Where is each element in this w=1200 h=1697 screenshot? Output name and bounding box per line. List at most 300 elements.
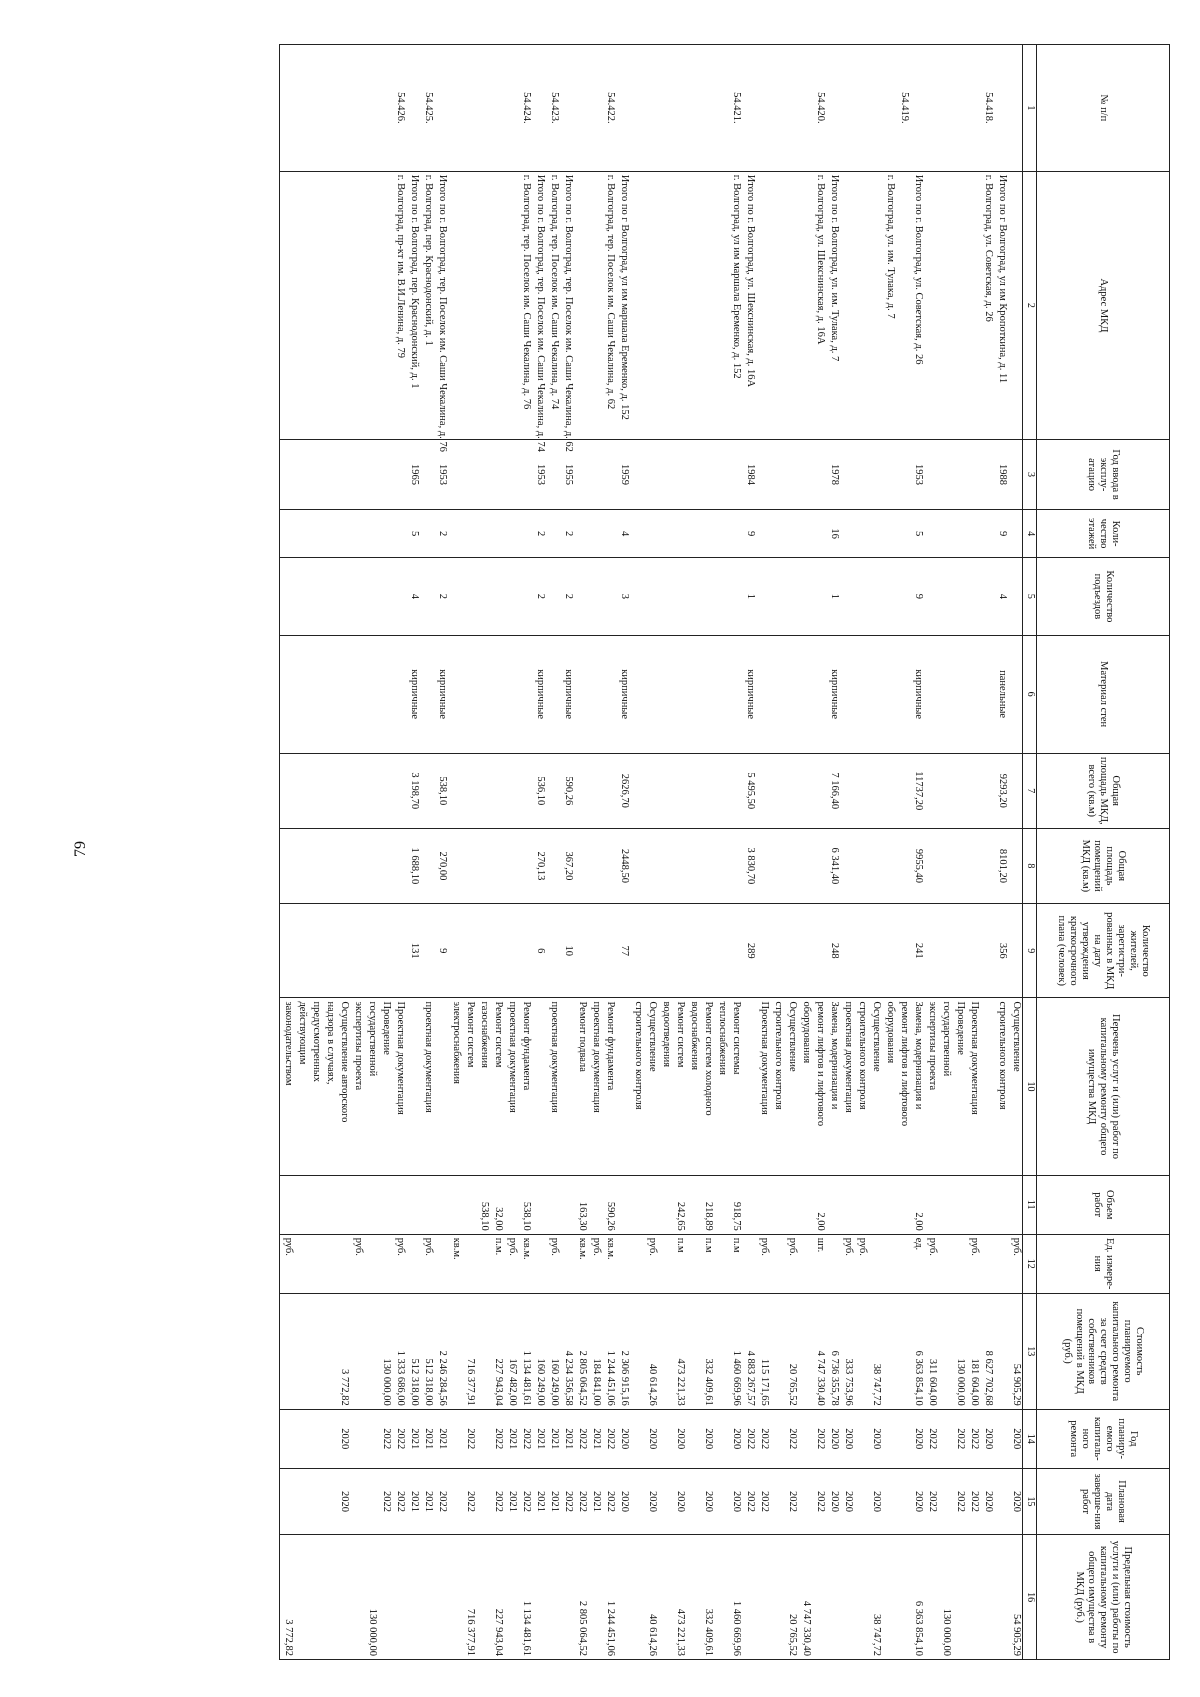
table-cell: 2022	[756, 1409, 770, 1468]
table-cell	[798, 1409, 812, 1468]
table-cell	[378, 558, 392, 635]
table-cell	[546, 1535, 560, 1660]
table-cell	[854, 828, 868, 903]
table-cell	[770, 1468, 784, 1535]
table-cell: 2022	[952, 1409, 966, 1468]
table-cell: 2022	[784, 1409, 798, 1468]
table-cell	[336, 1175, 350, 1234]
table-cell: 2021	[420, 1409, 434, 1468]
table-cell	[994, 1293, 1008, 1409]
table-cell	[294, 753, 308, 828]
table-cell: 1984	[742, 440, 756, 510]
table-cell	[924, 558, 938, 635]
table-cell	[630, 45, 644, 172]
table-cell	[658, 753, 672, 828]
table-cell: 2021	[406, 1468, 420, 1535]
table-cell	[462, 1234, 476, 1293]
table-cell	[448, 1293, 462, 1409]
table-cell: п.м.	[490, 1234, 504, 1293]
table-cell	[490, 440, 504, 510]
table-cell: 590,26	[602, 1175, 616, 1234]
table-cell	[630, 440, 644, 510]
table-cell: 6 341,40	[826, 828, 840, 903]
table-cell: 2020	[644, 1409, 658, 1468]
table-cell: Ремонт фундамента	[602, 998, 616, 1175]
table-cell	[336, 635, 350, 753]
table-cell	[322, 1468, 336, 1535]
table-cell	[490, 45, 504, 172]
table-cell: 20 765,52	[784, 1293, 798, 1409]
table-cell	[798, 635, 812, 753]
table-cell: Итого по г. Волгоград, тер. Поселок им. Саши Чекалина, д. 74	[532, 171, 546, 439]
table-cell: 9	[910, 558, 924, 635]
table-cell	[882, 558, 896, 635]
table-cell	[644, 440, 658, 510]
table-cell	[882, 903, 896, 997]
table-cell	[714, 440, 728, 510]
table-cell	[924, 1535, 938, 1660]
table-cell: 2022	[784, 1468, 798, 1535]
table-cell	[532, 45, 546, 172]
table-cell: 2626,70	[616, 753, 630, 828]
table-cell	[462, 903, 476, 997]
table-row	[812, 45, 826, 1660]
table-cell: 1 244 451,06	[602, 1293, 616, 1409]
table-cell	[476, 509, 490, 557]
table-cell: г. Волгоград, пер. Краснодонский, д. 1	[420, 171, 434, 439]
table-cell	[714, 903, 728, 997]
table-cell	[308, 1234, 322, 1293]
table-cell: 2022	[924, 1409, 938, 1468]
table-cell: 2020	[910, 1409, 924, 1468]
table-cell	[448, 1535, 462, 1660]
table-cell: 2020	[868, 1409, 882, 1468]
table-cell: Осуществление	[784, 998, 798, 1175]
table-cell: 2022	[434, 1468, 448, 1535]
column-number: 1	[1023, 45, 1037, 172]
table-cell	[980, 903, 994, 997]
table-cell	[840, 1535, 854, 1660]
table-cell: теплоснабжения	[714, 998, 728, 1175]
table-cell	[574, 558, 588, 635]
table-cell	[616, 1535, 630, 1660]
table-cell: 32,00	[490, 1175, 504, 1234]
table-cell	[658, 440, 672, 510]
table-cell	[336, 753, 350, 828]
table-cell: руб.	[420, 1234, 434, 1293]
table-cell	[896, 171, 910, 439]
table-cell: г. Волгоград, тер. Поселок им. Саши Чекалина, д. 74	[546, 171, 560, 439]
table-cell	[588, 753, 602, 828]
table-cell	[588, 828, 602, 903]
table-cell	[588, 440, 602, 510]
table-cell: 2022	[812, 1409, 826, 1468]
table-cell	[686, 558, 700, 635]
table-cell	[896, 753, 910, 828]
table-cell	[588, 903, 602, 997]
table-cell: 9955,40	[910, 828, 924, 903]
table-cell: Итого по г. Волгоград, тер. Поселок им. Саши Чекалина, д. 76	[434, 171, 448, 439]
table-cell: 4	[994, 558, 1008, 635]
table-cell: 2	[560, 558, 574, 635]
table-cell: 512 318,00	[406, 1293, 420, 1409]
table-cell	[714, 45, 728, 172]
column-number: 7	[1023, 753, 1037, 828]
table-cell	[658, 1175, 672, 1234]
table-cell: 2021	[546, 1468, 560, 1535]
table-cell	[448, 903, 462, 997]
table-cell: 2020	[616, 1468, 630, 1535]
table-cell	[546, 509, 560, 557]
table-cell	[616, 1234, 630, 1293]
table-cell	[630, 558, 644, 635]
capital-repair-table	[279, 44, 1170, 1660]
table-cell	[966, 828, 980, 903]
table-cell: 1953	[434, 440, 448, 510]
table-cell	[378, 509, 392, 557]
table-row	[588, 45, 602, 1660]
table-cell	[504, 828, 518, 903]
table-cell: 54.425.	[420, 45, 434, 172]
table-cell	[574, 171, 588, 439]
table-cell	[518, 828, 532, 903]
table-cell	[840, 171, 854, 439]
table-cell	[980, 558, 994, 635]
table-cell	[882, 45, 896, 172]
table-cell	[294, 171, 308, 439]
table-cell	[476, 903, 490, 997]
table-cell	[742, 45, 756, 172]
table-cell	[476, 1535, 490, 1660]
table-row	[868, 45, 882, 1660]
table-cell: п.м	[672, 1234, 686, 1293]
table-cell	[434, 998, 448, 1175]
table-cell: 2021	[504, 1468, 518, 1535]
table-cell	[896, 558, 910, 635]
table-cell: 2022	[924, 1468, 938, 1535]
table-cell: Проектная документация	[392, 998, 406, 1175]
table-cell	[798, 1175, 812, 1234]
table-cell: 2,00	[812, 1175, 826, 1234]
table-cell: 2020	[672, 1468, 686, 1535]
table-cell: 2022	[378, 1409, 392, 1468]
table-cell	[644, 753, 658, 828]
table-cell	[350, 903, 364, 997]
table-cell	[812, 635, 826, 753]
table-row	[1008, 45, 1023, 1660]
table-cell	[336, 1535, 350, 1660]
column-number: 6	[1023, 635, 1037, 753]
table-cell	[504, 440, 518, 510]
table-cell	[294, 1293, 308, 1409]
table-cell	[504, 171, 518, 439]
table-cell	[658, 1468, 672, 1535]
table-cell	[504, 903, 518, 997]
table-cell: кв.м.	[602, 1234, 616, 1293]
table-cell: 1953	[532, 440, 546, 510]
column-number: 3	[1023, 440, 1037, 510]
table-cell	[686, 440, 700, 510]
table-cell	[644, 509, 658, 557]
table-cell: 2020	[644, 1468, 658, 1535]
table-cell	[406, 1234, 420, 1293]
table-cell	[812, 753, 826, 828]
table-cell: 270,00	[434, 828, 448, 903]
table-cell: г. Волгоград, ул. Советская, д. 26	[980, 171, 994, 439]
table-cell	[770, 509, 784, 557]
table-cell: кирпичные	[434, 635, 448, 753]
table-cell	[868, 171, 882, 439]
table-cell	[630, 1409, 644, 1468]
table-cell: законодательством	[280, 998, 295, 1175]
table-cell	[350, 1175, 364, 1234]
table-cell	[714, 558, 728, 635]
column-number: 4	[1023, 509, 1037, 557]
table-cell: Осуществление авторского	[336, 998, 350, 1175]
table-cell	[840, 558, 854, 635]
table-cell: руб.	[840, 1234, 854, 1293]
table-cell: ед.	[910, 1234, 924, 1293]
table-cell: 1 333 686,00	[392, 1293, 406, 1409]
table-cell: 332 409,61	[700, 1293, 714, 1409]
table-cell: 3	[616, 558, 630, 635]
table-row	[980, 45, 994, 1660]
table-cell: 2 805 064,52	[574, 1293, 588, 1409]
table-cell	[378, 635, 392, 753]
table-cell	[448, 45, 462, 172]
table-cell	[938, 558, 952, 635]
table-cell	[868, 509, 882, 557]
table-cell	[420, 753, 434, 828]
table-cell: 2020	[868, 1468, 882, 1535]
table-cell: экспертизы проекта	[350, 998, 364, 1175]
table-cell: 270,13	[532, 828, 546, 903]
table-cell	[994, 1535, 1008, 1660]
table-cell	[280, 558, 295, 635]
table-cell	[700, 45, 714, 172]
table-cell: 3 772,82	[336, 1293, 350, 1409]
table-cell: Осуществление	[868, 998, 882, 1175]
table-row	[700, 45, 714, 1660]
table-row	[574, 45, 588, 1660]
table-cell: 2020	[826, 1409, 840, 1468]
table-cell: 8101,20	[994, 828, 1008, 903]
table-cell	[546, 558, 560, 635]
table-cell	[938, 635, 952, 753]
table-row	[840, 45, 854, 1660]
table-cell: 4	[406, 558, 420, 635]
table-cell	[770, 828, 784, 903]
table-cell	[686, 1535, 700, 1660]
table-cell: 2020	[910, 1468, 924, 1535]
table-cell: 2022	[574, 1409, 588, 1468]
table-cell	[924, 753, 938, 828]
table-cell: 54.419.	[896, 45, 910, 172]
table-cell	[574, 509, 588, 557]
table-cell	[966, 171, 980, 439]
table-cell	[700, 171, 714, 439]
table-cell: 2 246 284,56	[434, 1293, 448, 1409]
table-cell	[574, 635, 588, 753]
table-cell: строительного контроля	[630, 998, 644, 1175]
table-cell	[854, 1293, 868, 1409]
table-cell	[350, 828, 364, 903]
table-cell	[714, 1468, 728, 1535]
table-cell: проектная документация	[420, 998, 434, 1175]
table-cell	[378, 1535, 392, 1660]
table-cell	[896, 828, 910, 903]
table-cell: 5	[406, 509, 420, 557]
table-cell: водоотведения	[658, 998, 672, 1175]
table-cell: 4 747 330,40	[812, 1293, 826, 1409]
table-cell	[812, 828, 826, 903]
table-cell: 54.424.	[518, 45, 532, 172]
table-cell	[798, 171, 812, 439]
table-cell: Ремонт систем	[462, 998, 476, 1175]
table-row	[546, 45, 560, 1660]
table-cell	[1008, 1175, 1023, 1234]
table-cell	[644, 1175, 658, 1234]
table-cell	[588, 45, 602, 172]
table-cell	[322, 558, 336, 635]
table-cell	[574, 753, 588, 828]
table-cell	[630, 1234, 644, 1293]
table-cell	[952, 558, 966, 635]
table-cell: 160 249,00	[546, 1293, 560, 1409]
table-row	[784, 45, 798, 1660]
table-cell	[616, 1175, 630, 1234]
table-cell	[938, 1468, 952, 1535]
table-cell	[280, 903, 295, 997]
table-cell	[308, 440, 322, 510]
table-cell	[672, 509, 686, 557]
table-cell	[714, 171, 728, 439]
table-cell	[518, 509, 532, 557]
table-cell	[378, 1234, 392, 1293]
table-cell: 130 000,00	[952, 1293, 966, 1409]
table-cell	[392, 635, 406, 753]
table-cell	[560, 45, 574, 172]
table-cell	[896, 635, 910, 753]
table-cell	[420, 440, 434, 510]
table-cell	[406, 45, 420, 172]
table-cell	[546, 1175, 560, 1234]
table-cell	[546, 828, 560, 903]
table-cell: 4 747 330,40	[798, 1535, 812, 1660]
table-cell	[630, 171, 644, 439]
table-row	[994, 45, 1008, 1660]
table-cell	[462, 1175, 476, 1234]
table-cell	[756, 1535, 770, 1660]
table-cell	[392, 509, 406, 557]
table-cell: 1978	[826, 440, 840, 510]
table-cell	[378, 753, 392, 828]
table-cell	[364, 635, 378, 753]
table-cell: Ремонт систем	[672, 998, 686, 1175]
table-cell	[1008, 558, 1023, 635]
table-cell	[364, 1468, 378, 1535]
column-number: 2	[1023, 171, 1037, 439]
table-cell: 2	[532, 558, 546, 635]
table-cell	[420, 1535, 434, 1660]
table-cell: руб.	[784, 1234, 798, 1293]
table-cell	[882, 1468, 896, 1535]
column-header: Ед. измере-ния	[1037, 1234, 1170, 1293]
table-cell	[630, 509, 644, 557]
table-cell	[686, 635, 700, 753]
table-cell: п.м	[700, 1234, 714, 1293]
table-cell	[868, 753, 882, 828]
table-cell	[840, 903, 854, 997]
table-cell: 2022	[952, 1468, 966, 1535]
table-cell	[476, 828, 490, 903]
table-cell	[798, 1468, 812, 1535]
table-cell	[532, 1175, 546, 1234]
table-cell: кирпичные	[406, 635, 420, 753]
table-row	[336, 45, 350, 1660]
table-cell: 3 198,70	[406, 753, 420, 828]
table-cell: 54.421.	[728, 45, 742, 172]
table-cell: 2022	[392, 1468, 406, 1535]
table-cell: 512 318,00	[420, 1293, 434, 1409]
table-cell	[1008, 635, 1023, 753]
table-cell: 2020	[826, 1468, 840, 1535]
table-cell: 333 753,96	[840, 1293, 854, 1409]
table-cell: кирпичные	[742, 635, 756, 753]
table-cell: Итого по г. Волгоград, ул. Шекснинская, д. 16А	[742, 171, 756, 439]
table-cell	[728, 903, 742, 997]
table-cell	[966, 558, 980, 635]
table-cell	[728, 635, 742, 753]
table-cell: 77	[616, 903, 630, 997]
table-cell: руб.	[546, 1234, 560, 1293]
table-cell: руб.	[644, 1234, 658, 1293]
table-cell	[448, 171, 462, 439]
table-cell	[602, 558, 616, 635]
table-cell	[938, 45, 952, 172]
table-cell	[308, 1175, 322, 1234]
table-cell	[476, 440, 490, 510]
table-cell	[322, 1234, 336, 1293]
table-cell: 20 765,52	[784, 1535, 798, 1660]
table-cell: 2021	[588, 1409, 602, 1468]
table-cell	[770, 45, 784, 172]
table-row	[294, 45, 308, 1660]
table-cell: 2020	[672, 1409, 686, 1468]
table-cell: 2022	[518, 1409, 532, 1468]
table-cell: строительного контроля	[994, 998, 1008, 1175]
table-cell	[672, 558, 686, 635]
table-cell	[784, 828, 798, 903]
table-cell	[448, 440, 462, 510]
table-cell: 9	[994, 509, 1008, 557]
table-cell: 2020	[728, 1409, 742, 1468]
table-cell	[434, 1535, 448, 1660]
table-cell: 2022	[490, 1409, 504, 1468]
table-cell: оборудования	[882, 998, 896, 1175]
table-cell: руб.	[756, 1234, 770, 1293]
table-cell	[378, 903, 392, 997]
table-row	[896, 45, 910, 1660]
table-cell	[294, 1175, 308, 1234]
table-cell	[784, 753, 798, 828]
table-cell: Ремонт подвала	[574, 998, 588, 1175]
table-cell: 2021	[406, 1409, 420, 1468]
table-row	[714, 45, 728, 1660]
table-cell: 590,26	[560, 753, 574, 828]
table-cell: 2021	[560, 1409, 574, 1468]
table-cell	[966, 1535, 980, 1660]
